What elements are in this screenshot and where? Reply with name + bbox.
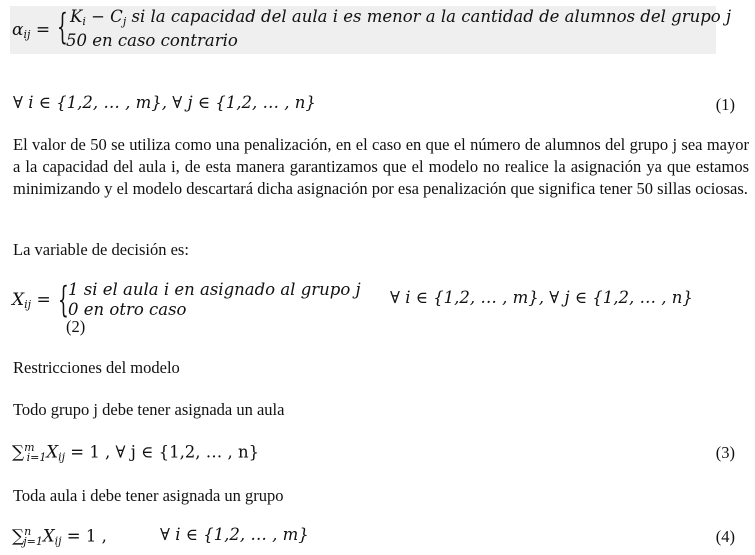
restrictions-heading: Restricciones del modelo xyxy=(13,358,180,377)
constraint-equation-4: $\sum^n_{j=1}X_{ij} = 1$ , xyxy=(12,525,107,548)
equation-number-3: (3) xyxy=(715,443,735,462)
alpha-lhs: $\alpha_{ij}$ = xyxy=(12,20,51,41)
equation-number-2: (2) xyxy=(66,317,86,336)
x-case-2: 0 en otro caso xyxy=(68,300,187,319)
restriction-1-text: Todo grupo j debe tener asignada un aula xyxy=(13,400,285,419)
left-brace: { xyxy=(58,280,69,322)
alpha-domain: ∀ i ∈ {1,2, … , m}, ∀ j ∈ {1,2, … , n} xyxy=(13,93,316,112)
penalty-paragraph: El valor de 50 se utiliza como una penalización, en el caso en que el número de alumnos del grupo j sea mayor a la capacidad del aula i, de esta manera garantizamos que el modelo no realice la asignación ya que estamos minimizando y el modelo descartará dicha asignación por esa penalización que significa tener 50 sillas ociosas. xyxy=(13,135,749,198)
equation-number-4: (4) xyxy=(715,527,735,546)
constraint-equation-3: $\sum^m_{i=1}X_{ij} = 1$ , ∀ j ∈ {1,2, … , n} xyxy=(12,441,260,464)
alpha-definition-equation xyxy=(10,6,732,54)
restriction-2-text: Toda aula i debe tener asignada un grupo xyxy=(13,486,284,505)
equation-number-1: (1) xyxy=(715,95,735,114)
decision-variable-intro: La variable de decisión es: xyxy=(13,240,189,259)
alpha-case-1: $K_i - C_j$ si la capacidad del aula i es menor a la cantidad de alumnos del grupo j xyxy=(70,7,732,28)
eq4-domain: ∀ i ∈ {1,2, … , m} xyxy=(160,525,309,544)
alpha-case-2: 50 en caso contrario xyxy=(66,31,238,50)
decision-variable-equation xyxy=(12,280,372,340)
x-domain: ∀ i ∈ {1,2, … , m}, ∀ j ∈ {1,2, … , n} xyxy=(390,288,693,307)
x-lhs: $X_{ij}$ = xyxy=(12,290,51,311)
x-case-1: 1 si el aula i en asignado al grupo j xyxy=(68,280,361,299)
left-brace: { xyxy=(57,7,68,49)
